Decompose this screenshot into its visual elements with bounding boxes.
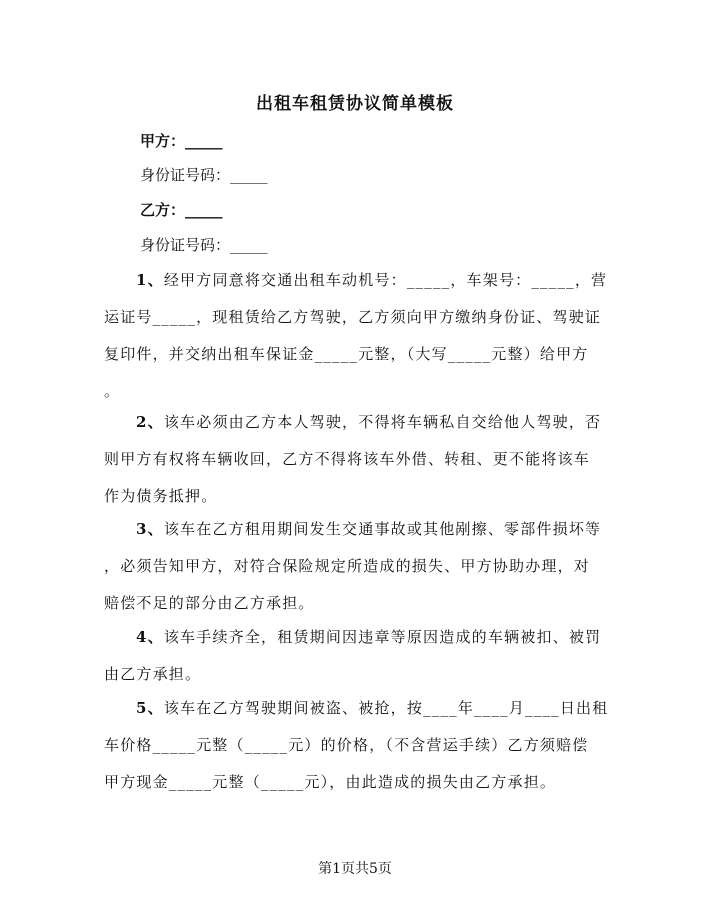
clause-2-line-3: 作为债务抵押。 — [104, 487, 218, 505]
party-a-value: _____ — [185, 132, 223, 150]
page-title: 出租车租赁协议简单模板 — [256, 94, 454, 114]
party-b-id-value: _____ — [230, 236, 268, 254]
clause-1-line-3: 复印件，并交纳出租车保证金_____元整，（大写_____元整）给甲方 — [104, 345, 589, 363]
clause-2-line-1: 2、该车必须由乙方本人驾驶，不得将车辆私自交给他人驾驶，否 — [136, 413, 602, 431]
clause-5 — [104, 690, 610, 801]
clause-5-line-3: 甲方现金_____元整（_____元），由此造成的损失由乙方承担。 — [104, 773, 557, 791]
clause-5-line-1: 5、该车在乙方驾驶期间被盗、被抢，按____年____月____日出租 — [136, 699, 609, 717]
party-a-label: 甲方： — [140, 132, 186, 150]
clause-1-line-2: 运证号_____，现租赁给乙方驾驶，乙方须向甲方缴纳身份证、驾驶证 — [104, 308, 602, 326]
clause-3-line-1: 3、该车在乙方租用期间发生交通事故或其他剐擦、零部件损坏等 — [136, 520, 602, 538]
clause-2-number: 2、 — [136, 413, 164, 431]
clause-1-line-4: 。 — [104, 382, 121, 400]
clause-3-line-2: ，必须告知甲方，对符合保险规定所造成的损失、甲方协助办理，对 — [104, 557, 591, 575]
clause-3 — [104, 511, 610, 622]
clause-4 — [104, 619, 610, 693]
clause-1-line-1: 1、经甲方同意将交通出租车动机号：_____，车架号：_____，营 — [136, 271, 608, 289]
party-b-id-label: 身份证号码： — [140, 236, 231, 254]
clause-1-number: 1、 — [136, 271, 164, 289]
clause-4-line-1: 4、该车手续齐全，租赁期间因违章等原因造成的车辆被扣、被罚 — [136, 628, 602, 646]
clause-2 — [104, 404, 610, 515]
party-b-field — [140, 200, 223, 220]
clause-1 — [104, 262, 610, 410]
party-b-value: _____ — [185, 201, 223, 219]
party-b-id-field — [140, 235, 268, 255]
party-a-id-field — [140, 165, 268, 185]
clause-3-line-3: 赔偿不足的部分由乙方承担。 — [104, 594, 315, 612]
clause-3-number: 3、 — [136, 520, 164, 538]
clause-4-line-2: 由乙方承担。 — [104, 665, 202, 683]
clause-2-line-2: 则甲方有权将车辆收回，乙方不得将该车外借、转租、更不能将该车 — [104, 450, 591, 468]
clause-5-number: 5、 — [136, 699, 164, 717]
party-a-id-value: _____ — [230, 166, 268, 184]
clause-4-number: 4、 — [136, 628, 164, 646]
party-a-id-label: 身份证号码： — [140, 166, 231, 184]
party-b-label: 乙方： — [140, 201, 186, 219]
page-footer: 第1页共5页 — [318, 861, 392, 877]
clause-5-line-2: 车价格_____元整（_____元）的价格，（不含营运手续）乙方须赔偿 — [104, 736, 589, 754]
party-a-field — [140, 131, 223, 151]
